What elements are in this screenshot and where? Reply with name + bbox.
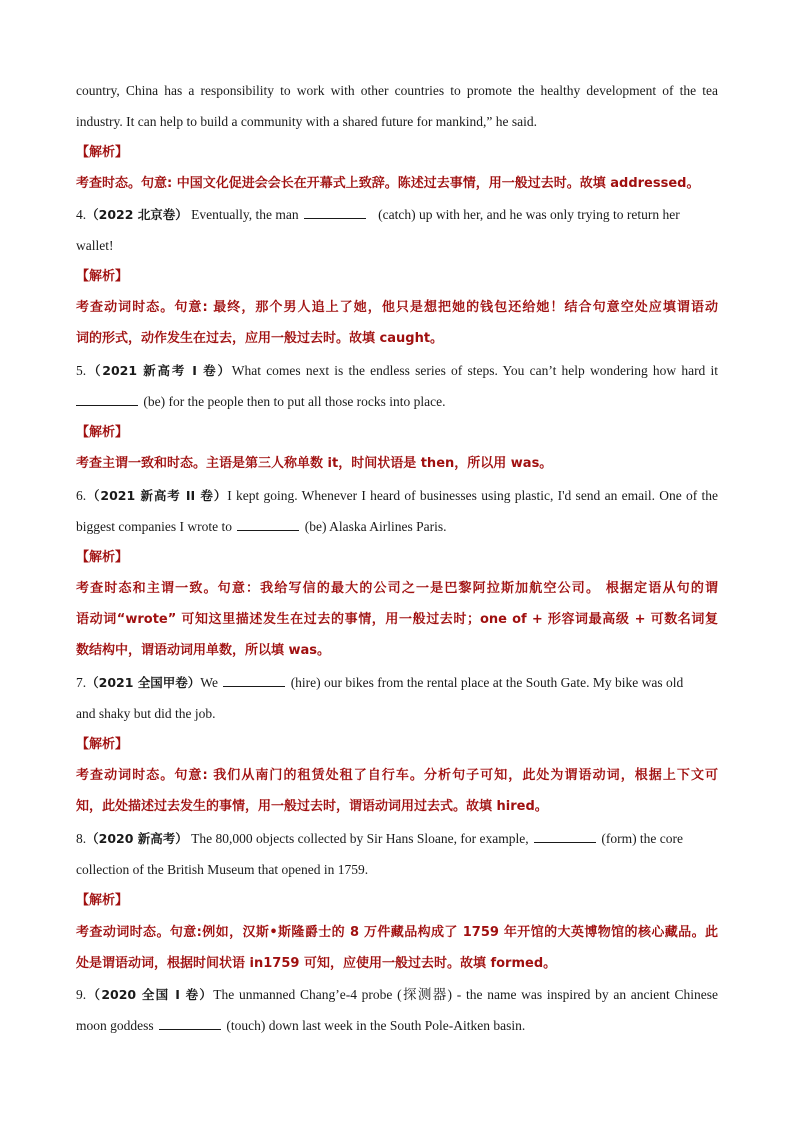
analysis-label: 【解析】 bbox=[76, 550, 129, 565]
question-line: collection of the British Museum that opened in 1759. bbox=[76, 862, 369, 877]
answer-blank[interactable] bbox=[237, 516, 299, 531]
analysis-text: 考查动词时态。句意: 最终，那个男人追上了她，他只是想把她的钱包还给她！结合句意空处应填谓语动 bbox=[76, 300, 718, 315]
question-line: moon goddess (touch) down last week in the South Pole-Aitken basin. bbox=[76, 1015, 718, 1037]
answer-blank[interactable] bbox=[304, 204, 366, 219]
answer-blank[interactable] bbox=[76, 391, 138, 406]
question-6: 6.（2021 新高考 II 卷）I kept going. Whenever I heard of businesses using plastic, I'd send an email. One of the bbox=[76, 488, 718, 503]
question-line: and shaky but did the job. bbox=[76, 706, 216, 721]
analysis-label: 【解析】 bbox=[76, 425, 129, 440]
question-8: 8.（2020 新高考） The 80,000 objects collected by Sir Hans Sloane, for example, (form) the core bbox=[76, 828, 718, 850]
question-line: wallet! bbox=[76, 238, 114, 253]
analysis-label: 【解析】 bbox=[76, 893, 129, 908]
question-source: （2021 新高考 II 卷） bbox=[86, 488, 228, 503]
question-source: （2020 全国 I 卷） bbox=[86, 987, 214, 1002]
analysis-text: 考查主谓一致和时态。主语是第三人称单数 it，时间状语是 then，所以用 was。 bbox=[76, 456, 553, 471]
passage-line: country, China has a responsibility to work with other countries to promote the healthy development of the tea bbox=[76, 83, 718, 98]
answer-blank[interactable] bbox=[159, 1015, 221, 1030]
question-source: （2022 北京卷） bbox=[86, 207, 188, 222]
question-7: 7.（2021 全国甲卷）We (hire) our bikes from the rental place at the South Gate. My bike was old bbox=[76, 672, 718, 694]
question-5: 5.（2021 新高考 I 卷）What comes next is the endless series of steps. You can’t help wondering how hard it bbox=[76, 363, 718, 378]
analysis-text: 词的形式，动作发生在过去，应用一般过去时。故填 caught。 bbox=[76, 331, 444, 346]
analysis-text: 知，此处描述过去发生的事情，用一般过去时，谓语动词用过去式。故填 hired。 bbox=[76, 799, 548, 814]
question-source: （2020 新高考） bbox=[86, 831, 188, 846]
question-4: 4.（2022 北京卷） Eventually, the man (catch) up with her, and he was only trying to return her bbox=[76, 204, 718, 226]
analysis-text: 考查动词时态。句意: 我们从南门的租赁处租了自行车。分析句子可知，此处为谓语动词，根据上下文可 bbox=[76, 768, 718, 783]
answer-blank[interactable] bbox=[534, 828, 596, 843]
analysis-text: 语动词“wrote” 可知这里描述发生在过去的事情，用一般过去时；one of + 形容词最高级 + 可数名词复 bbox=[76, 612, 718, 627]
question-source: （2021 新高考 I 卷） bbox=[86, 363, 232, 378]
analysis-label: 【解析】 bbox=[76, 269, 129, 284]
question-9: 9.（2020 全国 I 卷）The unmanned Chang’e-4 probe (探测器) - the name was inspired by an ancient Chinese bbox=[76, 987, 718, 1002]
question-line: (be) for the people then to put all those rocks into place. bbox=[76, 391, 718, 413]
analysis-text: 数结构中，谓语动词用单数，所以填 was。 bbox=[76, 643, 331, 658]
analysis-text: 考查时态。句意: 中国文化促进会会长在开幕式上致辞。陈述过去事情，用一般过去时。故填 addressed。 bbox=[76, 176, 700, 191]
analysis-label: 【解析】 bbox=[76, 737, 129, 752]
analysis-label: 【解析】 bbox=[76, 145, 129, 160]
question-line: biggest companies I wrote to (be) Alaska Airlines Paris. bbox=[76, 516, 718, 538]
passage-line: industry. It can help to build a community with a shared future for mankind,” he said. bbox=[76, 114, 538, 129]
analysis-text: 考查时态和主谓一致。句意：我给写信的最大的公司之一是巴黎阿拉斯加航空公司。 根据定语从句的谓 bbox=[76, 581, 718, 596]
answer-blank[interactable] bbox=[223, 672, 285, 687]
analysis-text: 处是谓语动词，根据时间状语 in1759 可知，应使用一般过去时。故填 formed。 bbox=[76, 956, 557, 971]
analysis-text: 考查动词时态。句意:例如，汉斯•斯隆爵士的 8 万件藏品构成了 1759 年开馆的大英博物馆的核心藏品。此 bbox=[76, 925, 718, 940]
question-source: （2021 全国甲卷） bbox=[86, 675, 201, 690]
